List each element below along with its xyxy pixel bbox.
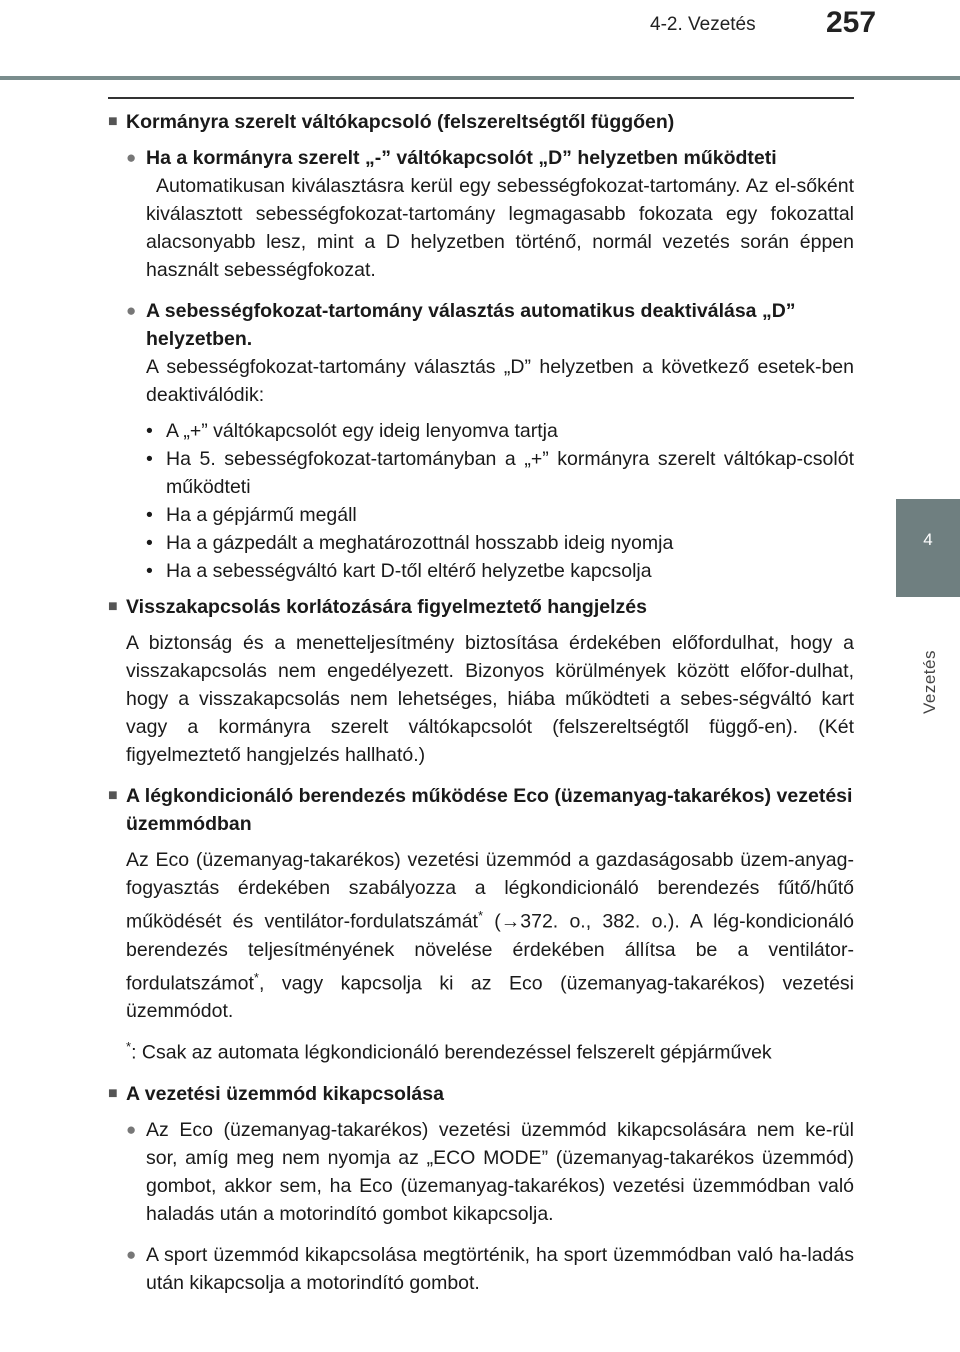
chapter-label: Vezetés	[920, 650, 939, 714]
item-text: ● Az Eco (üzemanyag-takarékos) vezetési üzemmód kikapcsolására nem ke-rül sor, amíg meg nem nyomja az „ECO MODE” (üzemanyag-takarékos üzemmód) gombot, akkor sem, ha Eco (üzemanyag-takarékos) vezetési üzemmódban való haladás után a motorindító gombot kikapcsolja.	[146, 1118, 854, 1225]
heading-shift-switch: ■ Kormányra szerelt váltókapcsoló (felszereltségtől függően)	[108, 108, 854, 136]
paragraph-eco-ac: Az Eco (üzemanyag-takarékos) vezetési üzemmód a gazdaságosabb üzem-anyag-fogyasztás érdekében szabályozza a légkondicionáló berendezés fűtő/hűtő működését és ventilátor-fordulatszámát* (→372. o., 382. o.). A lég-kondicionáló berendezés teljesítményének növelése érdekében állítsa be a ventilátor-fordulatszámot*, vagy kapcsolja ki az Eco (üzemanyag-takarékos) vezetési üzemmódot.	[126, 849, 854, 1022]
footnote-star: *	[253, 969, 259, 985]
footnote-star: *	[477, 908, 484, 923]
heading-eco-ac: ■ A légkondicionáló berendezés működése Eco (üzemanyag-takarékos) vezetési üzemmódban	[108, 782, 854, 838]
item-text: Automatikusan kiválasztásra kerül egy sebességfokozat-tartomány. Az el-sőként kiválasztott sebességfokozat-tartomány legmagasabb fokozata egy fokozattal alacsonyabb lesz, mint a D helyzetben történő, normál vezetés során éppen használt sebességfokozat.	[146, 175, 854, 281]
footnote: *: Csak az automata légkondicionáló berendezéssel felszerelt gépjárművek	[126, 1039, 772, 1064]
item-text: A sebességfokozat-tartomány választás „D” helyzetben a következő esetek-ben deaktiválódik:	[146, 356, 854, 406]
item-eco-off	[126, 1116, 854, 1228]
item-sport-off	[126, 1241, 854, 1297]
list-item: • Ha a sebességváltó kart D-től eltérő helyzetbe kapcsolja	[146, 557, 854, 585]
header-rule	[0, 76, 960, 80]
item-title: ● A sebességfokozat-tartomány választás automatikus deaktiválása „D” helyzetben.	[146, 300, 796, 350]
item-auto-deactivation	[126, 297, 854, 409]
list-item: • Ha a gépjármű megáll	[146, 501, 854, 529]
heading-downshift-warning: ■ Visszakapcsolás korlátozására figyelmeztető hangjelzés	[108, 593, 854, 621]
list-item: • Ha a gázpedált a meghatározottnál hosszabb ideig nyomja	[146, 529, 854, 557]
content-top-rule	[108, 97, 854, 99]
list-item: • Ha 5. sebességfokozat-tartományban a „+” kormányra szerelt váltókap-csolót működteti	[146, 445, 854, 501]
item-minus-switch	[126, 144, 854, 284]
heading-mode-off: ■ A vezetési üzemmód kikapcsolása	[108, 1080, 854, 1108]
page-content	[108, 108, 854, 1297]
item-title: ● Ha a kormányra szerelt „-” váltókapcsolót „D” helyzetben működteti	[146, 147, 777, 169]
page-number: 257	[826, 6, 877, 39]
item-text: ● A sport üzemmód kikapcsolása megtörténik, ha sport üzemmódban való ha-ladás után kikapcsolja a motorindító gombot.	[146, 1243, 854, 1294]
chapter-number: 4	[923, 530, 933, 549]
list-item: • A „+” váltókapcsolót egy ideig lenyomva tartja	[146, 417, 854, 445]
paragraph-downshift: A biztonság és a menetteljesítmény biztosítása érdekében előfordulhat, hogy a visszakapcsolás nem engedélyezett. Bizonyos körülmények között előfor-dulhat, hogy a visszakapcsolás nem lehetséges, hiába működteti a sebes-ségváltó kart vagy a kormányra szerelt váltókapcsolót (felszereltségtől függő-en). (Két figyelmeztető hangjelzés hallható.)	[126, 632, 854, 766]
section-title: 4-2. Vezetés	[650, 14, 756, 35]
